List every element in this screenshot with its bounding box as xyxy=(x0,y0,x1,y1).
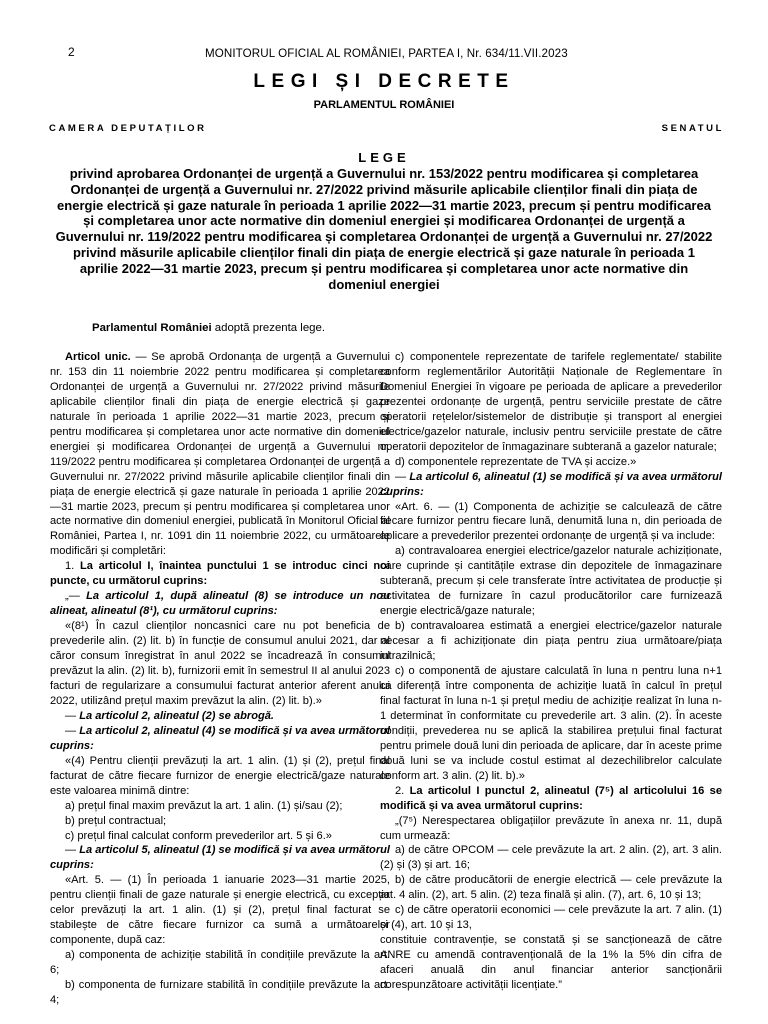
paragraph-text: c) o componentă de ajustare calculată în luna n pentru luna n+1 ca diferență între componenta de achiziție luată în calcul în prețul final facturat în luna n-1 și prețul mediu de achiziție realizat în luna n-1 determinat în conformitate cu prevederile art. 3 alin. (2). În aceste condiții, prevederea nu se aplică la stabilirea prețului final facturat pentru primele două luni din perioada de aplicare, dar în aceste prime două luni se va include costul estimat al dezechilibrelor calculate conform art. 3 alin. (2) lit. b).» xyxy=(380,665,722,782)
paragraph-text: c) de către operatorii economici — cele prevăzute la art. 7 alin. (1) și (4), art. 10 și 13, xyxy=(380,904,722,932)
paragraph-text: «Art. 6. — (1) Componenta de achiziție se calculează de către fiecare furnizor pentru fiecare lună, denumită luna n, din perioada de aplicare a prevederilor prezentei ordonanțe de urgență și va include: xyxy=(380,500,722,543)
paragraph xyxy=(50,709,390,724)
paragraph-text: 2. xyxy=(395,784,410,797)
paragraph-text: — xyxy=(395,470,410,483)
paragraph-text: b) de către producătorii de energie electrică — cele prevăzute la art. 4 alin. (2), art. 5 alin. (2) teza finală și alin. (7), art. 6, 10 și 13; xyxy=(380,874,722,902)
paragraph-text: «Art. 5. — (1) În perioada 1 ianuarie 2023—31 martie 2025, pentru clienții finali de gaze naturale și energie electrică, cu excepția celor prevăzuți la art. 1 alin. (1) și (2), prețul final facturat se stabilește de către fiecare furnizor ca sumă a următoarelor componente, după caz: xyxy=(50,874,390,947)
paragraph-text: „— xyxy=(65,590,87,603)
paragraph-text: b) componenta de furnizare stabilită în condițiile prevăzute la art. 4; xyxy=(50,979,390,1006)
amendment-heading: La articolul 6, alineatul (1) se modifică și va avea următorul cuprins: xyxy=(380,470,722,498)
issuer-heading: PARLAMENTUL ROMÂNIEI xyxy=(313,99,455,111)
paragraph-text: d) componentele reprezentate de TVA și accize.» xyxy=(395,455,637,468)
paragraph xyxy=(50,350,390,559)
paragraph-text: constituie contravenție, se constată și se sancționează de către ANRE cu amendă contravențională de la 1% la 5% din cifra de afaceri anuală din anul financiar anterior sancționării corespunzătoare activității licențiate.” xyxy=(380,934,722,992)
paragraph-text: — Se aprobă Ordonanța de urgență a Guvernului nr. 153 din 11 noiembrie 2022 pentru modificarea și completarea Ordonanței de urgență a Guvernului nr. 27/2022 privind măsurile aplicabile clienților finali din piața de energie electrică și gaze naturale în perioada 1 aprilie 2022—31 martie 2023, precum și pentru modificarea și completarea unor acte normative din domeniul energiei și modificarea Ordonanței de urgență a Guvernului nr. 119/2022 pentru modificarea și completarea Ordonanței de urgență a Guvernului nr. 27/2022 privind măsurile aplicabile clienților finali din piața de energie electrică și gaze naturale în perioada 1 aprilie 2022—31 martie 2023, precum și pentru modificarea și completarea unor acte normative din domeniul energiei, publicată în Monitorul Oficial al României, Partea I, nr. 1091 din 11 noiembrie 2022, cu următoarele modificări și completări: xyxy=(50,351,390,558)
paragraph-text: «(8¹) În cazul clienților noncasnici care nu pot beneficia de prevederile alin. (2) lit. b) în funcție de consumul anului 2021, dar al căror consum înregistrat în anul 2022 se încadrează în consumul prevăzut la alin. (2) lit. b), furnizorii emit în semestrul II al anului 2023 facturi de regularizare a consumului facturat anterior aferent anului 2022, utilizând prețul maxim prevăzut la alin. (2) lit. b).» xyxy=(50,620,390,707)
amendment-heading: La articolul 1, după alineatul (8) se introduce un nou alineat, alineatul (8¹), cu următorul cuprins: xyxy=(50,590,390,618)
bold-text: La articolul I, înaintea punctului 1 se introduc cinci noi puncte, cu următorul cuprins: xyxy=(50,560,390,588)
paragraph xyxy=(50,619,390,709)
paragraph xyxy=(380,470,722,500)
paragraph xyxy=(50,724,390,754)
paragraph-text: a) contravaloarea energiei electrice/gazelor naturale achiziționate, care cuprinde și cantitățile extrase din depozitele de înmagazinare subterană, precum și cele transferate între activitatea de producție și activitatea de furnizare în cazul producătorilor care furnizează energie electrică/gaze naturale; xyxy=(380,545,722,618)
paragraph-text: b) prețul contractual; xyxy=(65,814,167,827)
paragraph-text: a) componenta de achiziție stabilită în condițiile prevăzute la art. 6; xyxy=(50,949,390,977)
paragraph xyxy=(50,843,390,873)
amendment-heading: La articolul 5, alineatul (1) se modifică și va avea următorul cuprins: xyxy=(50,844,390,872)
paragraph xyxy=(50,589,390,619)
paragraph xyxy=(380,843,722,873)
paragraph xyxy=(380,350,722,455)
paragraph-text: 1. xyxy=(65,560,80,573)
adoption-subject: Parlamentul României xyxy=(92,322,212,334)
paragraph xyxy=(380,664,722,784)
amendment-heading: La articolul 2, alineatul (4) se modifică și va avea următorul cuprins: xyxy=(50,724,390,752)
paragraph-text: a) de către OPCOM — cele prevăzute la art. 2 alin. (2), art. 3 alin. (2) și (3) și art. 16; xyxy=(380,844,722,872)
paragraph-text: c) componentele reprezentate de tarifele reglementate/ stabilite conform reglementărilor Autorității Naționale de Reglementare în Domeniul Energiei în vigoare pe perioada de aplicare a prevederilor prezentei ordonanțe de urgență, pentru serviciile prestate de către operatorii rețelelor/sistemelor de distribuție și transport al energiei electrice/gazelor naturale, inclusiv pentru serviciile prestate de către operatorii depozitelor de înmagazinare subterană a gazelor naturale; xyxy=(380,351,722,453)
paragraph-text: „(7⁵) Nerespectarea obligațiilor prevăzute în anexa nr. 11, după cum urmează: xyxy=(380,814,722,842)
adoption-text: adoptă prezenta lege. xyxy=(211,322,326,334)
page-number: 2 xyxy=(68,45,75,59)
paragraph xyxy=(380,455,722,470)
section-title: LEGI ȘI DECRETE xyxy=(253,71,515,92)
paragraph-text: b) contravaloarea estimată a energiei electrice/gazelor naturale necesar a fi achiziționate din piața pentru ziua următoare/piața intrazilnică; xyxy=(380,620,722,663)
paragraph-text: «(4) Pentru clienții prevăzuți la art. 1 alin. (1) și (2), prețul final facturat de către fiecare furnizor de energie electrică/gaze naturale este valoarea minimă dintre: xyxy=(50,754,390,797)
paragraph xyxy=(380,903,722,933)
amendment-heading: La articolul 2, alineatul (2) se abrogă. xyxy=(79,709,274,722)
law-title: privind aprobarea Ordonanței de urgență a Guvernului nr. 153/2022 pentru modificarea și completarea Ordonanței de urgență a Guvernului nr. 27/2022 privind măsurile aplicabile clienților finali din piața de energie electrică și gaze naturale în perioada 1 aprilie 2022—31 martie 2023, precum și pentru modificarea și completarea unor acte normative din domeniul energiei și modificarea Ordonanței de urgență a Guvernului nr. 119/2022 pentru modificarea și completarea Ordonanței de urgență a Guvernului nr. 27/2022 privind măsurile aplicabile clienților finali din piața de energie electrică și gaze naturale în perioada 1 aprilie 2022—31 martie 2023, precum și pentru modificarea și completarea unor acte normative din domeniul energiei xyxy=(55,166,713,292)
paragraph xyxy=(50,814,390,829)
senate-label: SENATUL xyxy=(661,123,724,134)
running-head: MONITORUL OFICIAL AL ROMÂNIEI, PARTEA I, Nr. 634/11.VII.2023 xyxy=(205,47,568,60)
paragraph-text: — xyxy=(65,844,80,857)
paragraph xyxy=(380,814,722,844)
left-column xyxy=(50,350,390,1008)
paragraph-text: c) prețul final calculat conform prevederilor art. 5 și 6.» xyxy=(65,829,332,842)
paragraph xyxy=(380,784,722,814)
paragraph xyxy=(50,829,390,844)
paragraph xyxy=(50,754,390,799)
bold-text: Articol unic. xyxy=(65,351,131,363)
chamber-deputies-label: CAMERA DEPUTAȚILOR xyxy=(49,123,207,134)
paragraph-text: a) prețul final maxim prevăzut la art. 1 alin. (1) și/sau (2); xyxy=(65,799,343,812)
paragraph xyxy=(50,948,390,978)
right-column xyxy=(380,350,722,993)
paragraph-text: — xyxy=(65,724,80,737)
paragraph xyxy=(50,799,390,814)
paragraph xyxy=(380,933,722,993)
paragraph-text: — xyxy=(65,709,80,722)
paragraph xyxy=(380,544,722,619)
adoption-clause xyxy=(92,322,325,334)
law-label: LEGE xyxy=(358,150,410,165)
paragraph xyxy=(50,559,390,589)
paragraph xyxy=(380,873,722,903)
paragraph xyxy=(50,873,390,948)
paragraph xyxy=(380,500,722,545)
bold-text: La articolul I punctul 2, alineatul (7⁵) al articolului 16 se modifică și va avea următorul cuprins: xyxy=(380,784,722,812)
paragraph xyxy=(50,978,390,1008)
paragraph xyxy=(380,619,722,664)
